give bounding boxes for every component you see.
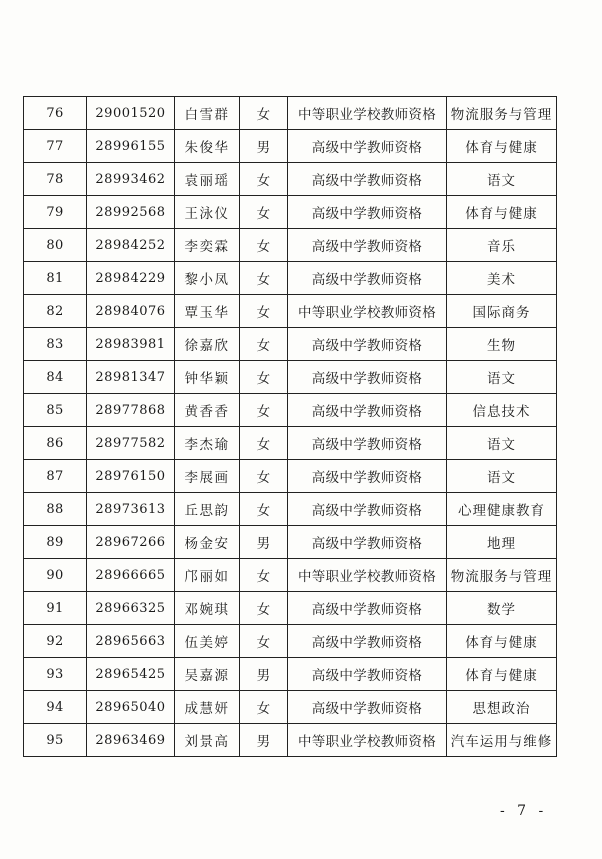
- subject: 思想政治: [447, 691, 557, 724]
- gender: 女: [240, 361, 288, 394]
- gender: 女: [240, 229, 288, 262]
- exam-id: 28984252: [87, 229, 175, 262]
- qualification: 中等职业学校教师资格: [288, 559, 447, 592]
- exam-id: 28963469: [87, 724, 175, 757]
- gender: 女: [240, 460, 288, 493]
- person-name: 李杰瑜: [175, 427, 240, 460]
- row-number: 78: [24, 163, 87, 196]
- exam-id: 28996155: [87, 130, 175, 163]
- qualification: 中等职业学校教师资格: [288, 295, 447, 328]
- row-number: 81: [24, 262, 87, 295]
- qualification: 高级中学教师资格: [288, 658, 447, 691]
- qualification: 高级中学教师资格: [288, 526, 447, 559]
- roster-table-container: [23, 96, 556, 757]
- gender: 女: [240, 295, 288, 328]
- exam-id: 29001520: [87, 97, 175, 130]
- row-number: 95: [24, 724, 87, 757]
- row-number: 82: [24, 295, 87, 328]
- person-name: 李奕霖: [175, 229, 240, 262]
- exam-id: 28984076: [87, 295, 175, 328]
- gender: 女: [240, 592, 288, 625]
- subject: 音乐: [447, 229, 557, 262]
- exam-id: 28993462: [87, 163, 175, 196]
- row-number: 94: [24, 691, 87, 724]
- subject: 信息技术: [447, 394, 557, 427]
- subject: 语文: [447, 361, 557, 394]
- gender: 男: [240, 724, 288, 757]
- subject: 物流服务与管理: [447, 97, 557, 130]
- qualification: 高级中学教师资格: [288, 130, 447, 163]
- subject: 体育与健康: [447, 658, 557, 691]
- gender: 女: [240, 625, 288, 658]
- table-row: [24, 394, 557, 427]
- person-name: 伍美婷: [175, 625, 240, 658]
- exam-id: 28992568: [87, 196, 175, 229]
- row-number: 84: [24, 361, 87, 394]
- row-number: 89: [24, 526, 87, 559]
- table-row: [24, 361, 557, 394]
- subject: 生物: [447, 328, 557, 361]
- row-number: 79: [24, 196, 87, 229]
- exam-id: 28977868: [87, 394, 175, 427]
- qualification: 高级中学教师资格: [288, 196, 447, 229]
- row-number: 91: [24, 592, 87, 625]
- row-number: 80: [24, 229, 87, 262]
- row-number: 86: [24, 427, 87, 460]
- table-row: [24, 493, 557, 526]
- gender: 女: [240, 97, 288, 130]
- subject: 心理健康教育: [447, 493, 557, 526]
- gender: 男: [240, 526, 288, 559]
- table-row: [24, 196, 557, 229]
- table-row: [24, 97, 557, 130]
- row-number: 85: [24, 394, 87, 427]
- table-row: [24, 262, 557, 295]
- row-number: 76: [24, 97, 87, 130]
- roster-table-body: [24, 97, 557, 757]
- subject: 语文: [447, 163, 557, 196]
- gender: 男: [240, 130, 288, 163]
- row-number: 92: [24, 625, 87, 658]
- subject: 体育与健康: [447, 625, 557, 658]
- table-row: [24, 163, 557, 196]
- table-row: [24, 130, 557, 163]
- gender: 女: [240, 427, 288, 460]
- subject: 数学: [447, 592, 557, 625]
- person-name: 覃玉华: [175, 295, 240, 328]
- row-number: 77: [24, 130, 87, 163]
- subject: 语文: [447, 460, 557, 493]
- gender: 女: [240, 394, 288, 427]
- person-name: 朱俊华: [175, 130, 240, 163]
- exam-id: 28973613: [87, 493, 175, 526]
- row-number: 90: [24, 559, 87, 592]
- table-row: [24, 658, 557, 691]
- qualification: 高级中学教师资格: [288, 625, 447, 658]
- table-row: [24, 460, 557, 493]
- exam-id: 28983981: [87, 328, 175, 361]
- subject: 美术: [447, 262, 557, 295]
- qualification: 高级中学教师资格: [288, 328, 447, 361]
- qualification: 高级中学教师资格: [288, 691, 447, 724]
- qualification: 高级中学教师资格: [288, 460, 447, 493]
- gender: 女: [240, 163, 288, 196]
- gender: 女: [240, 559, 288, 592]
- person-name: 黎小凤: [175, 262, 240, 295]
- exam-id: 28981347: [87, 361, 175, 394]
- gender: 女: [240, 196, 288, 229]
- qualification: 高级中学教师资格: [288, 427, 447, 460]
- table-row: [24, 328, 557, 361]
- person-name: 成慧妍: [175, 691, 240, 724]
- row-number: 88: [24, 493, 87, 526]
- gender: 女: [240, 328, 288, 361]
- row-number: 87: [24, 460, 87, 493]
- gender: 女: [240, 493, 288, 526]
- subject: 物流服务与管理: [447, 559, 557, 592]
- person-name: 刘景高: [175, 724, 240, 757]
- exam-id: 28984229: [87, 262, 175, 295]
- person-name: 邝丽如: [175, 559, 240, 592]
- exam-id: 28966665: [87, 559, 175, 592]
- table-row: [24, 592, 557, 625]
- exam-id: 28965663: [87, 625, 175, 658]
- table-row: [24, 229, 557, 262]
- exam-id: 28965040: [87, 691, 175, 724]
- qualification: 中等职业学校教师资格: [288, 724, 447, 757]
- gender: 女: [240, 262, 288, 295]
- qualification: 高级中学教师资格: [288, 493, 447, 526]
- table-row: [24, 559, 557, 592]
- qualification: 高级中学教师资格: [288, 229, 447, 262]
- person-name: 王泳仪: [175, 196, 240, 229]
- roster-table: [23, 96, 557, 757]
- person-name: 黄香香: [175, 394, 240, 427]
- exam-id: 28967266: [87, 526, 175, 559]
- person-name: 杨金安: [175, 526, 240, 559]
- row-number: 83: [24, 328, 87, 361]
- person-name: 白雪群: [175, 97, 240, 130]
- exam-id: 28966325: [87, 592, 175, 625]
- subject: 汽车运用与维修: [447, 724, 557, 757]
- exam-id: 28976150: [87, 460, 175, 493]
- person-name: 钟华颖: [175, 361, 240, 394]
- person-name: 邓婉琪: [175, 592, 240, 625]
- qualification: 高级中学教师资格: [288, 592, 447, 625]
- exam-id: 28965425: [87, 658, 175, 691]
- table-row: [24, 526, 557, 559]
- person-name: 袁丽瑶: [175, 163, 240, 196]
- person-name: 徐嘉欣: [175, 328, 240, 361]
- gender: 女: [240, 691, 288, 724]
- subject: 体育与健康: [447, 130, 557, 163]
- subject: 地理: [447, 526, 557, 559]
- qualification: 高级中学教师资格: [288, 394, 447, 427]
- subject: 体育与健康: [447, 196, 557, 229]
- qualification: 高级中学教师资格: [288, 163, 447, 196]
- page-number: - 7 -: [500, 803, 548, 819]
- row-number: 93: [24, 658, 87, 691]
- table-row: [24, 295, 557, 328]
- table-row: [24, 724, 557, 757]
- subject: 语文: [447, 427, 557, 460]
- qualification: 中等职业学校教师资格: [288, 97, 447, 130]
- person-name: 李展画: [175, 460, 240, 493]
- person-name: 丘思韵: [175, 493, 240, 526]
- table-row: [24, 427, 557, 460]
- subject: 国际商务: [447, 295, 557, 328]
- exam-id: 28977582: [87, 427, 175, 460]
- table-row: [24, 625, 557, 658]
- gender: 男: [240, 658, 288, 691]
- qualification: 高级中学教师资格: [288, 262, 447, 295]
- qualification: 高级中学教师资格: [288, 361, 447, 394]
- table-row: [24, 691, 557, 724]
- person-name: 吴嘉源: [175, 658, 240, 691]
